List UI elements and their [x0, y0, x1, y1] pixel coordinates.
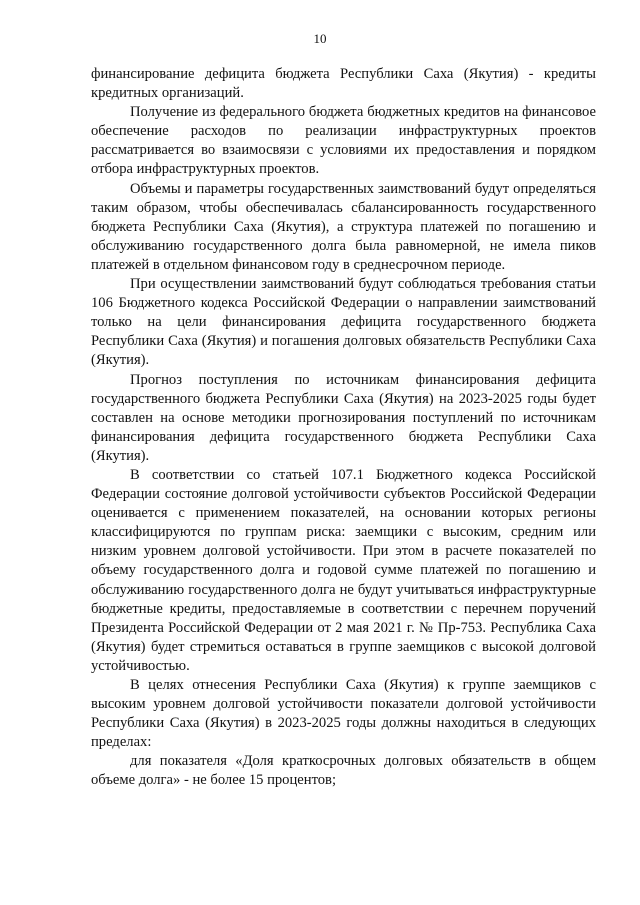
paragraph-short-term-debt-share: для показателя «Доля краткосрочных долговых обязательств в общем объеме долга» - не более 15 процентов;: [91, 753, 596, 789]
paragraph-borrowing-volumes: Объемы и параметры государственных заимствований будут определяться таким образом, чтобы обеспечивалась сбалансированность государственного бюджета Республики Саха (Якутия), а структура платежей по погашению и обслуживанию государственного долга была равномерной, не имела пиков платежей в отдельном финансовом году в среднесрочном периоде.: [91, 180, 596, 273]
paragraph-article-106: При осуществлении заимствований будут соблюдаться требования статьи 106 Бюджетного кодекса Российской Федерации о направлении заимствований только на цели финансирования дефицита государственного бюджета Республики Саха (Якутия) и погашения долговых обязательств Республики Саха (Якутия).: [91, 276, 596, 369]
document-body: [91, 65, 596, 791]
paragraph-federal-budget-credits: Получение из федерального бюджета бюджетных кредитов на финансовое обеспечение расходов по реализации инфраструктурных проектов рассматривается во взаимосвязи с условиями их предоставления и порядком отбора инфраструктурных проектов.: [91, 104, 596, 178]
page-number: 10: [313, 31, 327, 46]
paragraph-debt-sustainability-targets: В целях отнесения Республики Саха (Якутия) к группе заемщиков с высоким уровнем долговой устойчивости показатели долговой устойчивости Республики Саха (Якутия) в 2023-2025 годы должны находиться в следующих пределах:: [91, 677, 596, 751]
paragraph-continuation: финансирование дефицита бюджета Республики Саха (Якутия) - кредиты кредитных организаций.: [91, 66, 596, 102]
paragraph-article-107-1: В соответствии со статьей 107.1 Бюджетного кодекса Российской Федерации состояние долговой устойчивости субъектов Российской Федерации оценивается с применением показателей, на основании которых регионы классифицируются по группам риска: заемщики с высоким, средним или низким уровнем долговой устойчивости. При этом в расчете показателей по объему государственного долга и годовой сумме платежей по погашению и обслуживанию государственного долга не будут учитываться инфраструктурные бюджетные кредиты, предоставляемые в соответствии с перечнем поручений Президента Российской Федерации от 2 мая 2021 г. № Пр-753. Республика Саха (Якутия) будет стремиться оставаться в группе заемщиков с высокой долговой устойчивостью.: [91, 466, 596, 674]
paragraph-forecast: Прогноз поступления по источникам финансирования дефицита государственного бюджета Республики Саха (Якутия) на 2023-2025 годы будет составлен на основе методики прогнозирования поступлений по источникам финансирования дефицита государственного бюджета Республики Саха (Якутия).: [91, 371, 596, 464]
